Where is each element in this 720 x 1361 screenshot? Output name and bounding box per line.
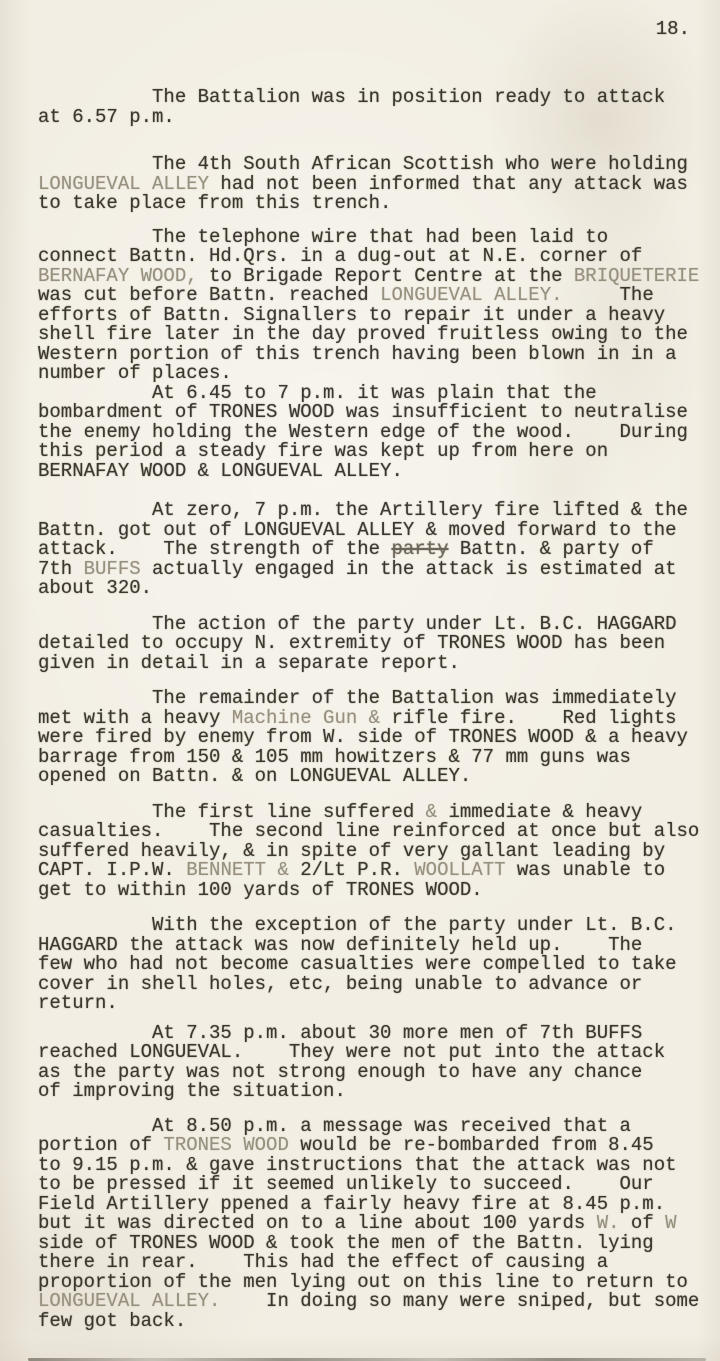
- text-line: reached LONGUEVAL. They were not put into the attack: [38, 1041, 666, 1063]
- text-line: connect Battn. Hd.Qrs. in a dug-out at N.E. corner of: [38, 245, 643, 267]
- faded-text: Machine Gun &: [231, 706, 381, 729]
- text-line: to be pressed if it seemed unlikely to succeed. Our: [38, 1173, 654, 1195]
- text-line: Battn. got out of LONGUEVAL ALLEY & moved forward to the: [38, 518, 677, 541]
- faded-text: TRONES WOOD: [163, 1134, 289, 1156]
- faded-text: BERNAFAY WOOD,: [38, 264, 198, 287]
- paragraph: [38, 800, 710, 901]
- text-line: bombardment of TRONES WOOD was insufficient to neutralise: [38, 401, 688, 423]
- page-number: 18.: [655, 18, 690, 40]
- faded-text: LONGUEVAL ALLEY: [38, 172, 210, 195]
- text-line: 7th BUFFS actually engaged in the attack is estimated at: [38, 557, 677, 580]
- paragraph: [38, 612, 710, 674]
- text-line: to take place from this trench.: [38, 192, 392, 214]
- paragraph: [38, 225, 710, 384]
- document-body: [38, 88, 710, 1331]
- text-line: At zero, 7 p.m. the Artillery fire lifted & the: [38, 499, 688, 521]
- text-line: With the exception of the party under Lt. B.C.: [38, 914, 677, 936]
- text-line: about 320.: [38, 577, 153, 599]
- paragraph: [38, 689, 710, 787]
- text-line: there in rear. This had the effect of causing a: [38, 1251, 609, 1273]
- faded-text: LONGUEVAL ALLEY.: [38, 1290, 221, 1312]
- text-line: met with a heavy Machine Gun & rifle fire. Red lights: [38, 706, 677, 729]
- text-line: were fired by enemy from W. side of TRONES WOOD & a heavy: [38, 726, 688, 748]
- faded-text: BUFFS: [83, 557, 141, 580]
- text-line: attack. The strength of the party Battn. & party of: [38, 538, 654, 560]
- paragraph: [38, 1021, 710, 1102]
- faded-text: WOOLLATT: [414, 859, 506, 881]
- text-line: cover in shell holes, etc, being unable to advance or: [38, 972, 643, 995]
- text-line: opened on Battn. & on LONGUEVAL ALLEY.: [38, 765, 472, 787]
- text-line: The 4th South African Scottish who were holding: [38, 153, 688, 175]
- text-line: of improving the situation.: [38, 1080, 346, 1102]
- text-line: few got back.: [38, 1309, 187, 1332]
- text-line: Western portion of this trench having been blown in in a: [38, 342, 677, 365]
- text-line: as the party was not strong enough to have any chance: [38, 1060, 643, 1083]
- text-line: At 7.35 p.m. about 30 more men of 7th BUFFS: [38, 1021, 643, 1044]
- text-line: but it was directed on to a line about 100 yards W. of W: [38, 1212, 677, 1234]
- paragraph: [38, 155, 710, 214]
- text-line: HAGGARD the attack was now definitely held up. The: [38, 933, 643, 956]
- text-line: proportion of the men lying out on this line to return to: [38, 1270, 688, 1293]
- text-line: detailed to occupy N. extremity of TRONES WOOD has been: [38, 632, 666, 654]
- struck-out-word: party: [391, 538, 449, 560]
- faded-text: BENNETT &: [186, 859, 289, 881]
- text-line: Field Artillery ppened a fairly heavy fire at 8.45 p.m.: [38, 1192, 666, 1215]
- text-line: return.: [38, 992, 118, 1014]
- text-line: was cut before Battn. reached LONGUEVAL ALLEY. The: [38, 284, 654, 306]
- text-line: LONGUEVAL ALLEY had not been informed that any attack was: [38, 172, 688, 195]
- paragraph: [38, 501, 710, 599]
- text-line: The action of the party under Lt. B.C. HAGGARD: [38, 612, 677, 635]
- text-line: The telephone wire that had been laid to: [38, 225, 609, 248]
- text-line: casualties. The second line reinforced at once but also: [38, 820, 700, 842]
- text-line: get to within 100 yards of TRONES WOOD.: [38, 878, 483, 901]
- text-line: this period a steady fire was kept up from here on: [38, 440, 609, 462]
- faded-text: W: [665, 1212, 677, 1234]
- text-line: few who had not become casualties were compelled to take: [38, 953, 677, 975]
- text-line: number of places.: [38, 362, 232, 384]
- text-line: suffered heavily, & in spite of very gallant leading by: [38, 839, 666, 862]
- text-line: BERNAFAY WOOD, to Brigade Report Centre at the BRIQUETERIE: [38, 264, 700, 287]
- faded-text: LONGUEVAL ALLEY.: [380, 284, 563, 306]
- text-line: CAPT. I.P.W. BENNETT & 2/Lt P.R. WOOLLATT was unable to: [38, 859, 666, 881]
- faded-text: W.: [596, 1212, 620, 1234]
- text-line: barrage from 150 & 105 mm howitzers & 77 mm guns was: [38, 745, 631, 768]
- text-line: to 9.15 p.m. & gave instructions that the attack was not: [38, 1153, 677, 1176]
- text-line: At 8.50 p.m. a message was received that a: [38, 1114, 631, 1137]
- paragraph: [38, 1114, 710, 1332]
- text-line: BERNAFAY WOOD & LONGUEVAL ALLEY.: [38, 459, 403, 482]
- paragraph: [38, 88, 710, 127]
- text-line: At 6.45 to 7 p.m. it was plain that the: [38, 381, 597, 404]
- text-line: The remainder of the Battalion was immediately: [38, 687, 677, 709]
- text-line: LONGUEVAL ALLEY. In doing so many were sniped, but some: [38, 1290, 700, 1312]
- paragraph: [38, 381, 710, 482]
- text-line: portion of TRONES WOOD would be re-bombarded from 8.45: [38, 1134, 654, 1156]
- faded-text: BRIQUETERIE: [573, 264, 700, 287]
- text-line: shell fire later in the day proved fruitless owing to the: [38, 323, 688, 345]
- text-line: the enemy holding the Western edge of the wood. During: [38, 420, 688, 443]
- text-line: The first line suffered & immediate & heavy: [38, 800, 643, 823]
- paragraph: [38, 916, 710, 1014]
- text-line: efforts of Battn. Signallers to repair it under a heavy: [38, 303, 666, 326]
- text-line: The Battalion was in position ready to attack: [38, 86, 666, 108]
- text-line: at 6.57 p.m.: [38, 105, 175, 128]
- faded-text: &: [425, 800, 438, 823]
- text-line: given in detail in a separate report.: [38, 651, 460, 674]
- text-line: side of TRONES WOOD & took the men of the Battn. lying: [38, 1231, 654, 1254]
